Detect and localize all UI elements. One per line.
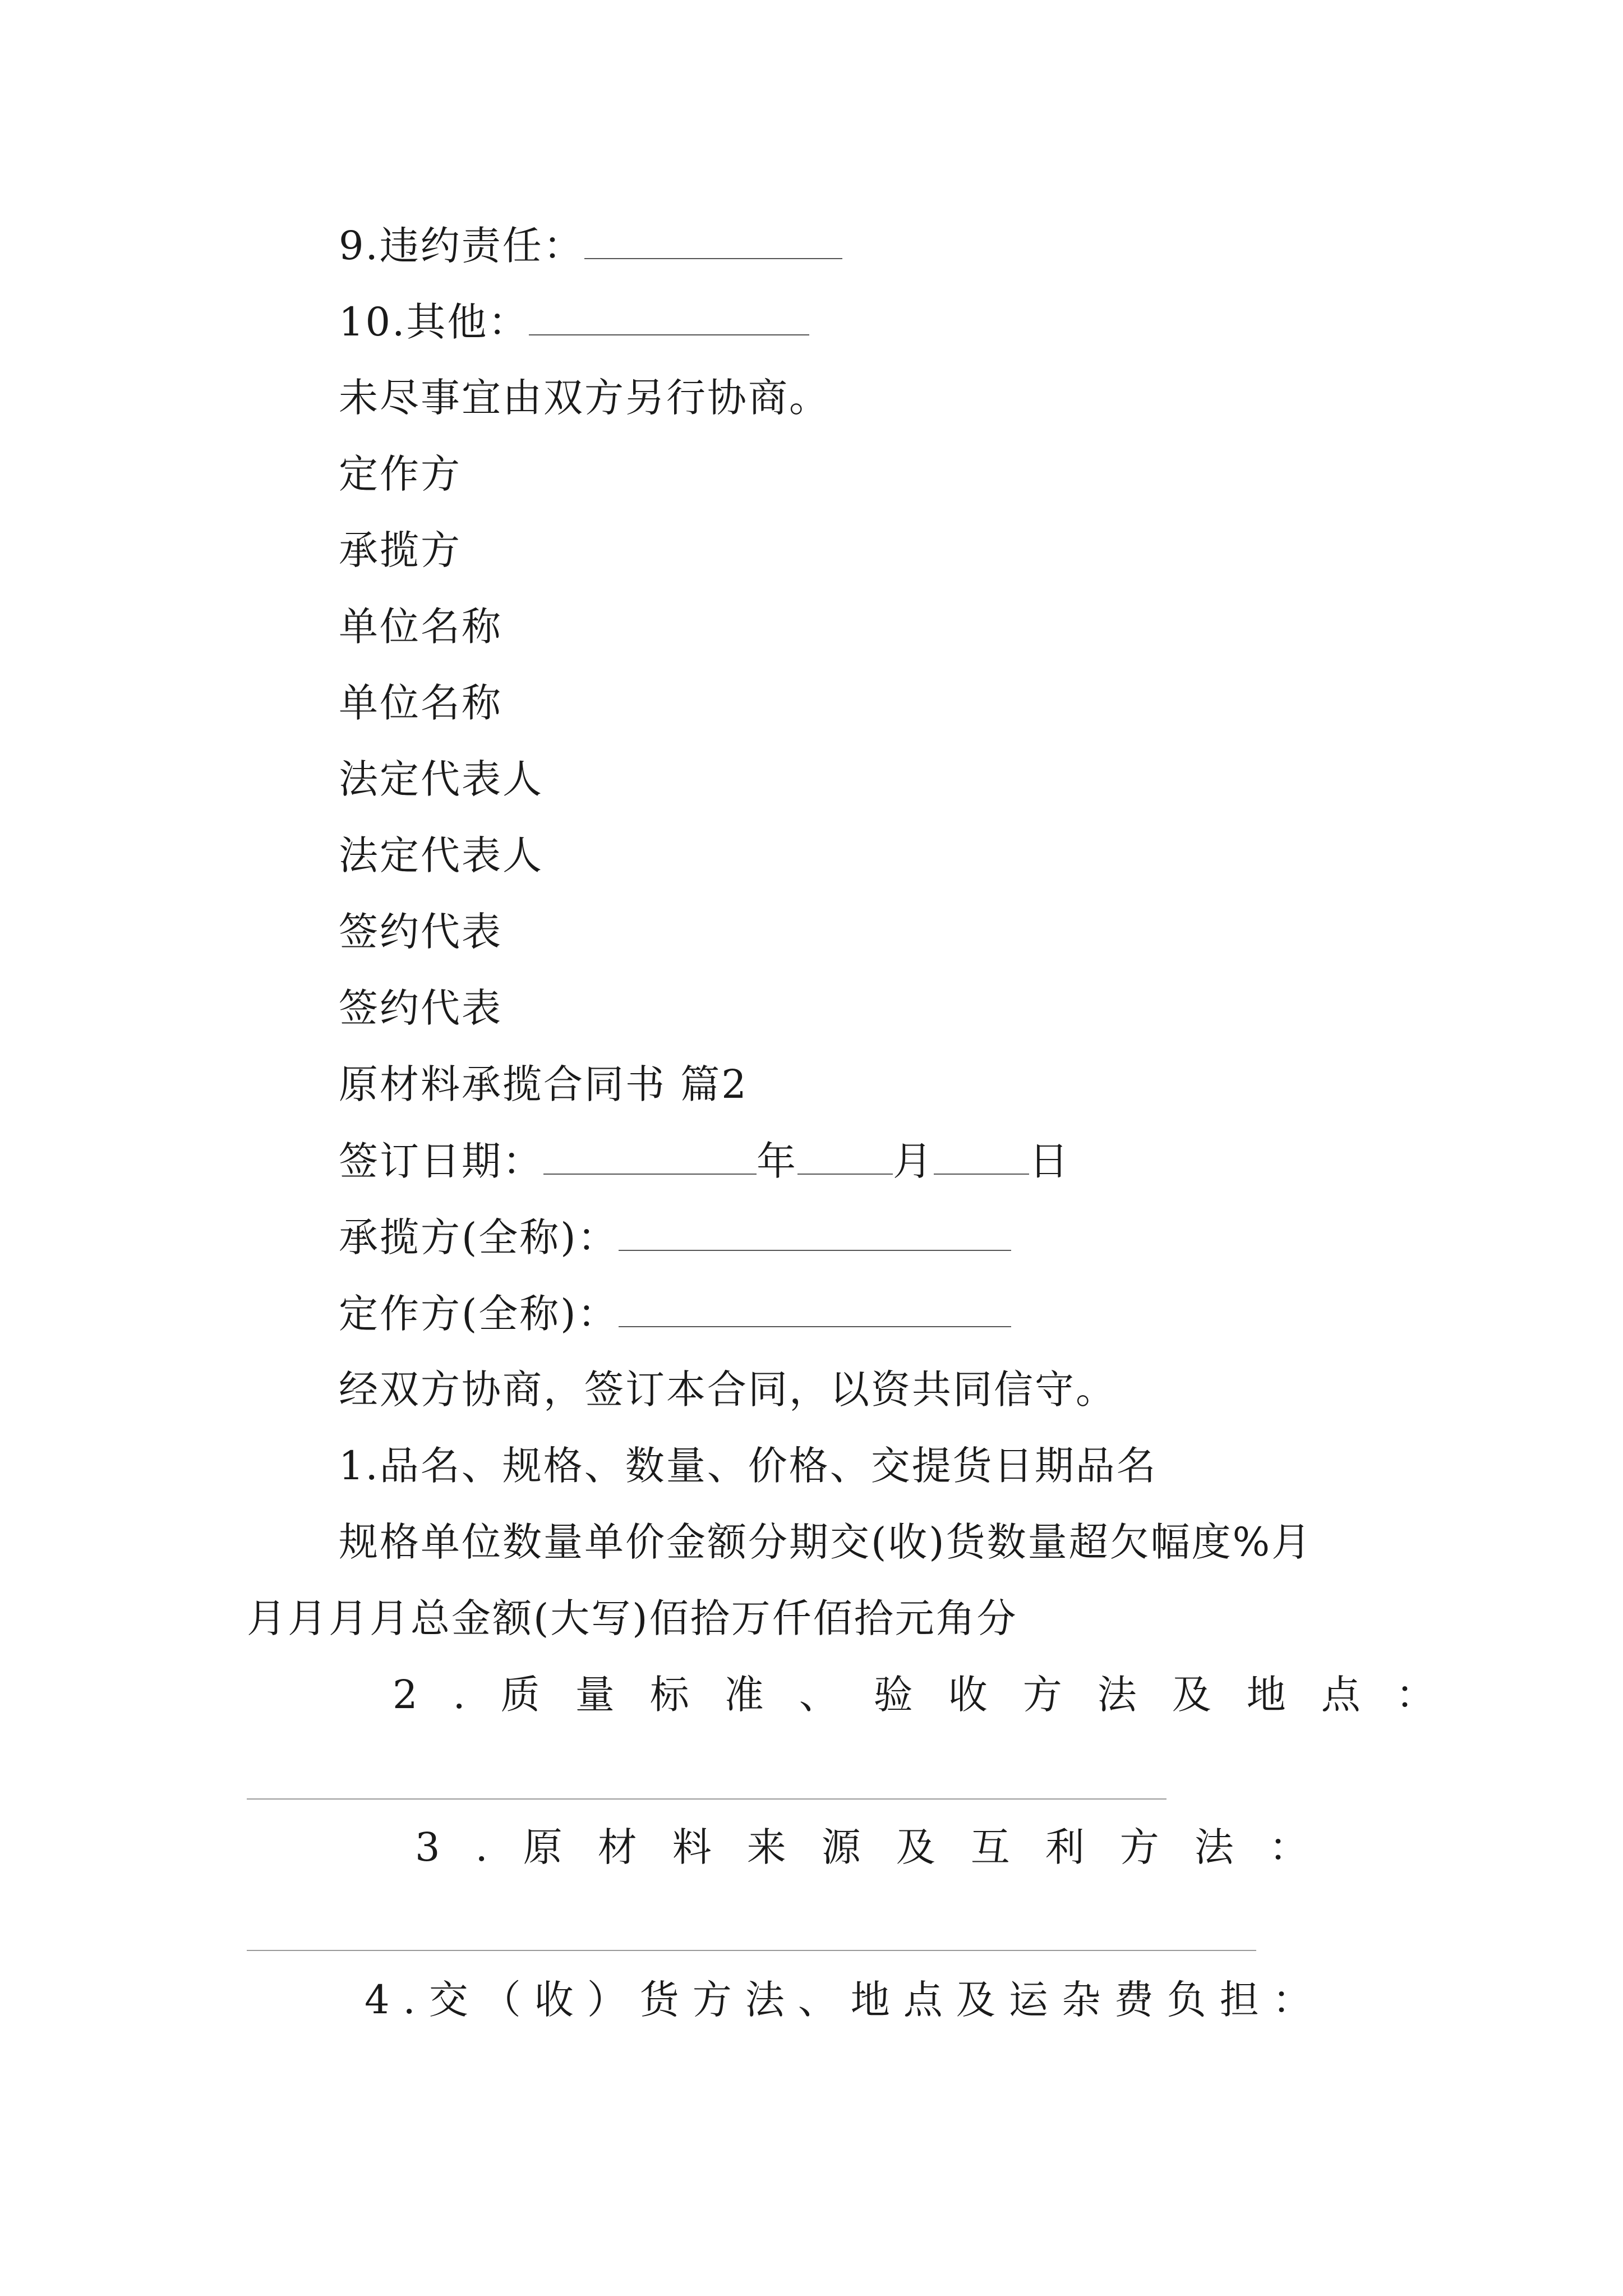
- agreement-statement: 经双方协商，签订本合同，以资共同信守。: [339, 1366, 1117, 1412]
- month-label: 月: [893, 1138, 934, 1184]
- ordering-party-fullname-label: 定作方(全称)：: [339, 1291, 619, 1337]
- day-label: 日: [1029, 1138, 1070, 1184]
- ordering-party-label: 定作方: [339, 451, 462, 497]
- unsettled-matters-text: 未尽事宜由双方另行协商。: [339, 375, 830, 421]
- clause-2-blank-line: [247, 1798, 1166, 1800]
- clause-1-heading: 1.品名、规格、数量、价格、交提货日期品名: [339, 1443, 1158, 1489]
- signing-date-label: 签订日期：: [339, 1138, 543, 1184]
- signing-rep-label-2: 签约代表: [339, 985, 502, 1031]
- clause-2-heading: 2.质量标准、验收方法及地点：: [393, 1672, 1470, 1718]
- clause-4-heading: 4.交（收）货方法、地点及运杂费负担：: [365, 1977, 1325, 2023]
- clause-10-text: 10.其他：: [339, 299, 529, 345]
- clause-3-blank-line: [247, 1950, 1256, 1951]
- unit-name-label-1: 单位名称: [339, 604, 502, 650]
- clause-3-heading: 3.原材料来源及互利方法：: [415, 1824, 1344, 1870]
- clause-1-columns-2: 月月月月总金额(大写)佰拾万仟佰拾元角分: [247, 1595, 1018, 1641]
- clause-9-blank: [584, 226, 842, 259]
- day-blank: [934, 1141, 1029, 1175]
- signing-rep-label-1: 签约代表: [339, 909, 502, 955]
- year-label: 年: [757, 1138, 797, 1184]
- contractor-fullname-blank: [619, 1217, 1011, 1251]
- contractor-label: 承揽方: [339, 527, 462, 573]
- legal-rep-label-2: 法定代表人: [339, 832, 543, 878]
- ordering-party-fullname-line: [339, 1291, 1011, 1337]
- year-blank: [543, 1141, 757, 1175]
- legal-rep-label-1: 法定代表人: [339, 756, 543, 802]
- ordering-party-fullname-blank: [619, 1294, 1011, 1327]
- clause-9-text: 9.违约责任：: [339, 223, 584, 269]
- contractor-fullname-line: [339, 1214, 1011, 1260]
- clause-9-line: [339, 223, 842, 269]
- clause-1-columns-1: 规格单位数量单价金额分期交(收)货数量超欠幅度%月: [339, 1519, 1313, 1565]
- clause-10-line: [339, 299, 809, 345]
- month-blank: [797, 1141, 893, 1175]
- unit-name-label-2: 单位名称: [339, 680, 502, 726]
- contractor-fullname-label: 承揽方(全称)：: [339, 1214, 619, 1260]
- contract-section-title: 原材料承揽合同书 篇2: [339, 1061, 748, 1107]
- clause-10-blank: [529, 302, 809, 335]
- signing-date-line: [339, 1138, 1070, 1184]
